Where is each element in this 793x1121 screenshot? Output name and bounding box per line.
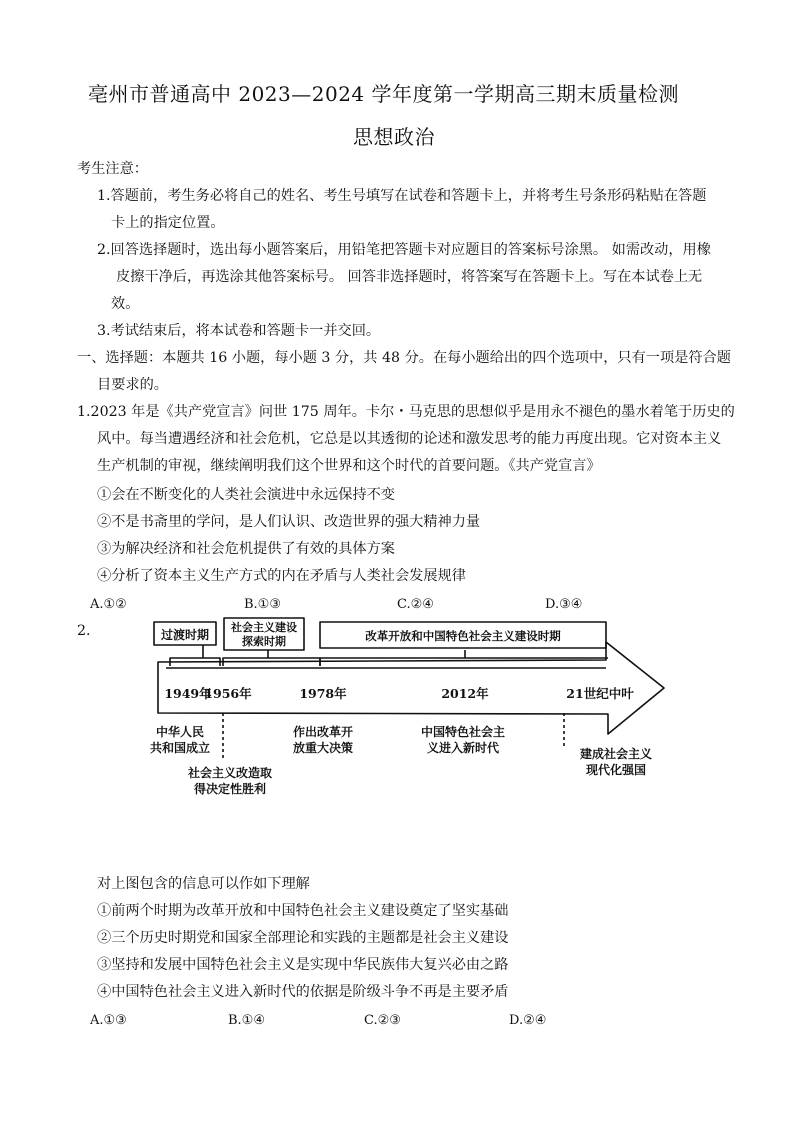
subject-title: 思想政治 — [353, 125, 435, 149]
q1-option-d: D.③④ — [545, 597, 583, 612]
q2-option-a: A.①③ — [90, 1013, 127, 1028]
q1-stem-line-1: 1.2023 年是《共产党宣言》问世 175 周年。卡尔・马克思的思想似乎是用永不褪色的墨水着笔于历史的 — [77, 404, 735, 420]
q1-statement-3: ③为解决经济和社会危机提供了有效的具体方案 — [97, 541, 395, 557]
notice-heading: 考生注意： — [77, 161, 148, 177]
event-reform-decision-2: 放重大决策 — [292, 741, 354, 755]
year-1956: 1956年 — [204, 686, 252, 701]
year-2012: 2012年 — [441, 686, 489, 701]
label-transition-period: 过渡时期 — [160, 628, 210, 642]
year-1978: 1978年 — [299, 686, 347, 701]
event-new-era-1: 中国特色社会主 — [420, 725, 506, 739]
year-1949: 1949年 — [164, 686, 212, 701]
event-new-era-2: 义进入新时代 — [426, 741, 500, 755]
event-socialist-transform-2: 得决定性胜利 — [193, 782, 267, 796]
event-prc-founded-1: 中华人民 — [155, 725, 205, 739]
q2-option-c: C.②③ — [364, 1013, 401, 1028]
notice-item-2-line-2: 皮擦干净后，再选涂其他答案标号。 回答非选择题时，将答案写在答题卡上。写在本试卷上无 — [116, 269, 703, 285]
q1-option-c: C.②④ — [397, 597, 434, 612]
q1-option-b: B.①③ — [244, 597, 281, 612]
notice-item-2-line-3: 效。 — [111, 296, 140, 312]
section-heading-line-2: 目要求的。 — [97, 377, 168, 393]
q2-statement-1: ①前两个时期为改革开放和中国特色社会主义建设奠定了坚实基础 — [97, 903, 509, 919]
event-prc-founded-2: 共和国成立 — [149, 741, 211, 755]
label-reform-period: 改革开放和中国特色社会主义建设时期 — [365, 629, 561, 643]
section-heading-line-1: 一、选择题：本题共 16 小题，每小题 3 分，共 48 分。在每小题给出的四个选项中，只有一项是符合题 — [77, 350, 731, 366]
q2-lead: 对上图包含的信息可以作如下理解 — [97, 876, 310, 892]
event-modern-country-2: 现代化强国 — [585, 763, 647, 777]
notice-item-3: 3.考试结束后，将本试卷和答题卡一并交回。 — [97, 323, 381, 339]
bracket-reform — [320, 658, 608, 666]
q2-option-d: D.②④ — [509, 1013, 547, 1028]
q2-statement-4: ④中国特色社会主义进入新时代的依据是阶级斗争不再是主要矛盾 — [97, 984, 509, 1000]
q2-statement-3: ③坚持和发展中国特色社会主义是实现中华民族伟大复兴必由之路 — [97, 957, 509, 973]
event-reform-decision-1: 作出改革开 — [292, 725, 354, 739]
notice-item-1-line-1: 1.答题前，考生务必将自己的姓名、考生号填写在试卷和答题卡上，并将考生号条形码粘贴在答题 — [97, 188, 707, 204]
q1-stem-line-2: 风中。每当遭遇经济和社会危机，它总是以其透彻的论述和激发思考的能力再度出现。它对资本主义 — [97, 431, 722, 447]
notice-item-1-line-2: 卡上的指定位置。 — [111, 215, 225, 231]
q1-statement-1: ①会在不断变化的人类社会演进中永远保持不变 — [97, 487, 395, 503]
q1-stem-line-3: 生产机制的审视，继续阐明我们这个世界和这个时代的首要问题。《共产党宣言》 — [97, 458, 601, 474]
label-explore-period-2: 探索时期 — [242, 635, 286, 648]
q1-statement-2: ②不是书斋里的学问，是人们认识、改造世界的强大精神力量 — [97, 514, 481, 530]
q1-option-a: A.①② — [90, 597, 127, 612]
q2-number: 2. — [77, 623, 91, 639]
q2-statement-2: ②三个历史时期党和国家全部理论和实践的主题都是社会主义建设 — [97, 930, 509, 946]
notice-item-2-line-1: 2.回答选择题时，选出每小题答案后，用铅笔把答题卡对应题目的答案标号涂黑。 如需改动，用橡 — [97, 242, 711, 258]
year-mid-century: 21世纪中叶 — [566, 686, 634, 701]
q1-statement-4: ④分析了资本主义生产方式的内在矛盾与人类社会发展规律 — [97, 568, 466, 584]
q2-option-b: B.①④ — [228, 1013, 265, 1028]
history-timeline-figure — [140, 610, 680, 810]
label-explore-period-1: 社会主义建设 — [231, 621, 297, 634]
event-modern-country-1: 建成社会主义 — [579, 747, 653, 761]
event-socialist-transform-1: 社会主义改造取 — [187, 766, 273, 780]
exam-title: 亳州市普通高中 2023—2024 学年度第一学期高三期末质量检测 — [88, 82, 680, 106]
